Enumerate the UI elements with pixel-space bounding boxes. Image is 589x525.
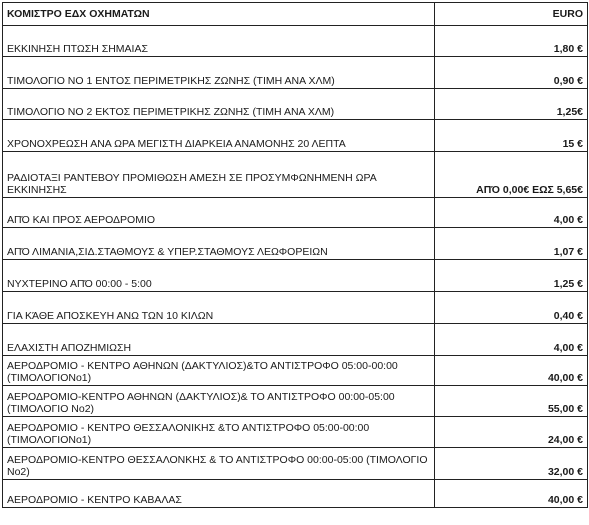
row-description [3, 356, 435, 386]
header-price: EURO [435, 3, 588, 26]
row-description [3, 480, 435, 508]
row-description-text: ΕΛΑΧΙΣΤΗ ΑΠΟΖΗΜΙΩΣΗ [7, 342, 132, 354]
row-description-text: ΓΙΑ ΚΆΘΕ ΑΠΟΣΚΕΥΗ ΑΝΩ ΤΩΝ 10 ΚΙΛΩΝ [7, 310, 214, 322]
row-description-text: ΡΑΔΙΟΤΑΞΙ ΡΑΝΤΕΒΟΥ ΠΡΟΜΙΘΩΣΗ ΑΜΕΣΗ ΣΕ ΠΡΟΣΥΜΦΩΝΗΜΕΝΗ ΩΡΑ ΕΚΚΙΝΗΣΗΣ [7, 172, 377, 196]
row-description [3, 89, 435, 120]
row-description [3, 152, 435, 198]
fare-table [2, 2, 588, 508]
table-row [3, 57, 588, 89]
row-price: 4,00 € [435, 198, 588, 228]
row-price: 1,25€ [435, 89, 588, 120]
row-price: 32,00 € [435, 448, 588, 480]
row-price: 1,25 € [435, 260, 588, 292]
row-description-text: ΕΚΚΙΝΗΣΗ ΠΤΩΣΗ ΣΗΜΑΙΑΣ [7, 43, 148, 55]
row-description-text: ΑΕΡΟΔΡΟΜΙΟ - ΚΕΝΤΡΟ ΘΕΣΣΑΛΟΝΙΚΗΣ &ΤΟ ΑΝΤΙΣΤΡΟΦΟ 05:00-00:00 (ΤΙΜΟΛΟΓΙΟΝο1) [7, 422, 370, 446]
table-row [3, 448, 588, 480]
row-price: 0,40 € [435, 292, 588, 324]
table-row [3, 26, 588, 57]
row-price: 0,90 € [435, 57, 588, 89]
row-description [3, 198, 435, 228]
row-description [3, 448, 435, 480]
row-description-text: ΑΠΌ ΛΙΜΑΝΙΑ,ΣΙΔ.ΣΤΑΘΜΟΥΣ & ΥΠΕΡ.ΣΤΑΘΜΟΥΣ ΛΕΩΦΟΡΕΙΩΝ [7, 246, 328, 258]
table-row [3, 417, 588, 448]
table-row [3, 120, 588, 152]
table-row [3, 198, 588, 228]
table-row [3, 480, 588, 508]
row-description-text: ΝΥΧΤΕΡΙΝΟ ΑΠΌ 00:00 - 5:00 [7, 278, 152, 290]
table-row [3, 356, 588, 386]
row-description-text: ΑΕΡΟΔΡΟΜΙΟ-ΚΕΝΤΡΟ ΑΘΗΝΩΝ (ΔΑΚΤΥΛΙΟΣ)& ΤΟ ΑΝΤΙΣΤΡΟΦΟ 00:00-05:00 (ΤΙΜΟΛΟΓΙΟ Νο2) [7, 391, 395, 415]
row-description [3, 292, 435, 324]
row-description [3, 417, 435, 448]
table-row [3, 89, 588, 120]
row-description [3, 26, 435, 57]
row-description-text: ΤΙΜΟΛΟΓΙΟ ΝΟ 1 ΕΝΤΟΣ ΠΕΡΙΜΕΤΡΙΚΗΣ ΖΩΝΗΣ (ΤΙΜΗ ΑΝΑ ΧΛΜ) [7, 75, 335, 87]
row-description-text: ΑΠΌ ΚΑΙ ΠΡΟΣ ΑΕΡΟΔΡΟΜΙΟ [7, 214, 156, 226]
table-header-row [3, 3, 588, 26]
row-description-text: ΧΡΟΝΟΧΡΕΩΣΗ ΑΝΑ ΩΡΑ ΜΕΓΙΣΤΗ ΔΙΑΡΚΕΙΑ ΑΝΑΜΟΝΗΣ 20 ΛΕΠΤΑ [7, 138, 346, 150]
row-description [3, 260, 435, 292]
row-description [3, 324, 435, 356]
row-price: 4,00 € [435, 324, 588, 356]
table-row [3, 260, 588, 292]
row-price: 1,80 € [435, 26, 588, 57]
row-price: 15 € [435, 120, 588, 152]
row-price: 40,00 € [435, 356, 588, 386]
table-row [3, 386, 588, 417]
row-description-text: ΑΕΡΟΔΡΟΜΙΟ - ΚΕΝΤΡΟ ΚΑΒΑΛΑΣ [7, 494, 182, 506]
row-price: 55,00 € [435, 386, 588, 417]
table-row [3, 228, 588, 260]
row-description-text: ΑΕΡΟΔΡΟΜΙΟ-ΚΕΝΤΡΟ ΘΕΣΣΑΛΟΝΚΗΣ & ΤΟ ΑΝΤΙΣΤΡΟΦΟ 00:00-05:00 (ΤΙΜΟΛΟΓΙΟ Νο2) [7, 454, 428, 478]
row-price: 40,00 € [435, 480, 588, 508]
row-price: ΑΠΌ 0,00€ ΕΩΣ 5,65€ [435, 152, 588, 198]
table-row [3, 152, 588, 198]
table-row [3, 292, 588, 324]
row-description-text: ΑΕΡΟΔΡΟΜΙΟ - ΚΕΝΤΡΟ ΑΘΗΝΩΝ (ΔΑΚΤΥΛΙΟΣ)&ΤΟ ΑΝΤΙΣΤΡΟΦΟ 05:00-00:00 (ΤΙΜΟΛΟΓΙΟΝο1) [7, 360, 398, 384]
row-price: 1,07 € [435, 228, 588, 260]
row-description [3, 228, 435, 260]
table-row [3, 324, 588, 356]
header-description: ΚΟΜΙΣΤΡΟ ΕΔΧ ΟΧΗΜΑΤΩΝ [3, 3, 435, 26]
row-description [3, 57, 435, 89]
row-description [3, 386, 435, 417]
row-description [3, 120, 435, 152]
row-description-text: ΤΙΜΟΛΟΓΙΟ ΝΟ 2 ΕΚΤΟΣ ΠΕΡΙΜΕΤΡΙΚΗΣ ΖΩΝΗΣ (ΤΙΜΗ ΑΝΑ ΧΛΜ) [7, 106, 335, 118]
row-price: 24,00 € [435, 417, 588, 448]
